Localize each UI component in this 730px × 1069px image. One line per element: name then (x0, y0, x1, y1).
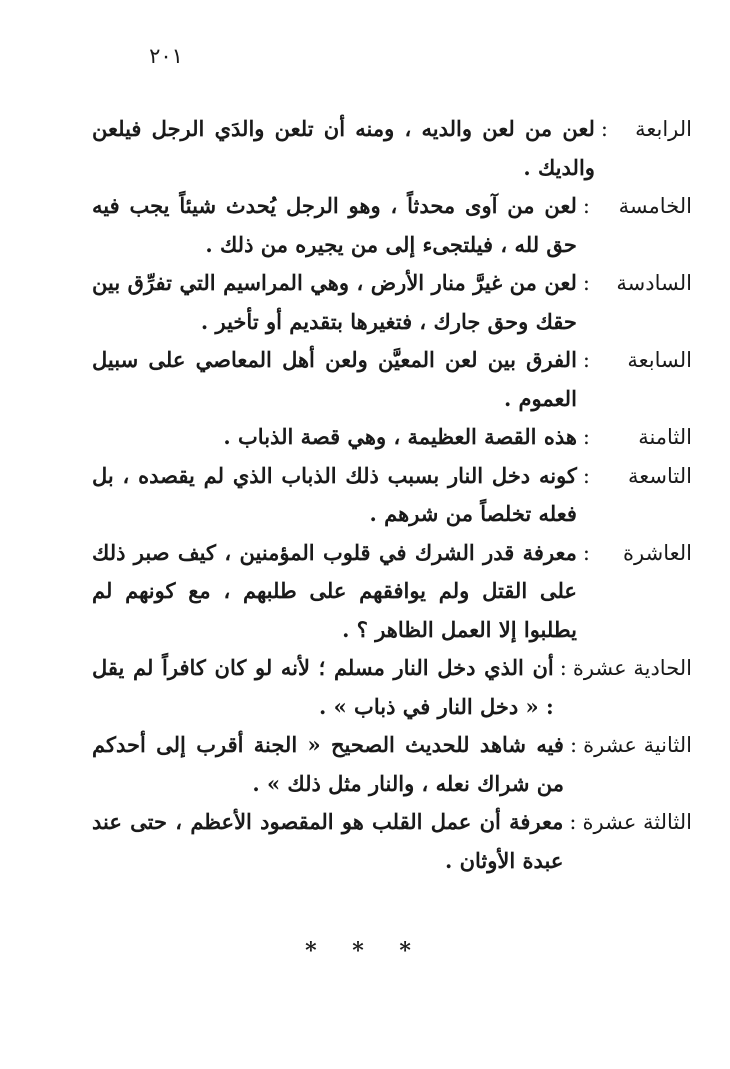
item-label: السادسة (616, 271, 692, 295)
list-item (92, 418, 692, 457)
colon-separator: : (582, 194, 590, 218)
list-item (92, 726, 692, 803)
list-item (92, 264, 692, 341)
colon-separator: : (582, 348, 590, 372)
colon-separator: : (582, 271, 590, 295)
item-text: هذه القصة العظيمة ، وهي قصة الذباب . (223, 424, 577, 449)
item-label: الثانية عشرة (583, 733, 692, 757)
item-text: معرفة أن عمل القلب هو المقصود الأعظم ، حتى عند عبدة الأوثان . (92, 809, 564, 873)
item-label: الثالثة عشرة (582, 810, 692, 834)
colon-separator: : (559, 656, 567, 680)
colon-separator: : (569, 810, 577, 834)
item-text: أن الذي دخل النار مسلم ؛ لأنه لو كان كافراً لم يقل : « دخل النار في ذباب » . (92, 655, 554, 719)
colon-separator: : (582, 463, 590, 488)
list-item (92, 341, 692, 418)
item-text: لعن من لعن والديه ، ومنه أن تلعن والدَي الرجل فيلعن والديك . (92, 116, 595, 180)
page-number: ٢٠١ (149, 44, 183, 68)
colon-separator: : (600, 117, 608, 141)
colon-separator: : (582, 425, 590, 449)
list-item (92, 457, 692, 534)
item-label: العاشرة (623, 540, 692, 565)
colon-separator: : (582, 540, 590, 565)
item-text: كونه دخل النار بسبب ذلك الذباب الذي لم يقصده ، بل فعله تخلصاً من شرهم . (92, 462, 577, 526)
item-label: الخامسة (618, 194, 692, 218)
item-label: السابعة (627, 348, 692, 372)
item-label: التاسعة (628, 463, 692, 488)
list-item (92, 534, 692, 650)
item-text: لعن من آوى محدثاً ، وهو الرجل يُحدث شيئاً يجب فيه حق لله ، فيلتجىء إلى من يجيره من ذلك . (92, 193, 577, 257)
item-label: الحادية عشرة (572, 656, 692, 680)
item-label: الثامنة (638, 425, 692, 449)
list-item (92, 187, 692, 264)
list-item (92, 110, 692, 187)
section-separator: * * * (305, 938, 425, 964)
item-text: معرفة قدر الشرك في قلوب المؤمنين ، كيف صبر ذلك على القتل ولم يوافقهم على طلبهم ، مع كونهم لم يطلبوا إلا العمل الظاهر ؟ . (92, 539, 577, 642)
colon-separator: : (569, 733, 578, 757)
list-item (92, 649, 692, 726)
item-text: الفرق بين لعن المعيَّن ولعن أهل المعاصي على سبيل العموم . (92, 347, 577, 411)
list-item (92, 803, 692, 880)
item-label: الرابعة (635, 117, 692, 141)
item-text: فيه شاهد للحديث الصحيح « الجنة أقرب إلى أحدكم من شراك نعله ، والنار مثل ذلك » . (92, 732, 564, 796)
item-text: لعن من غيرَّ منار الأرض ، وهي المراسيم التي تفرِّق بين حقك وحق جارك ، فتغيرها بتقديم أو تأخير . (92, 270, 577, 334)
lessons-list (92, 110, 692, 880)
